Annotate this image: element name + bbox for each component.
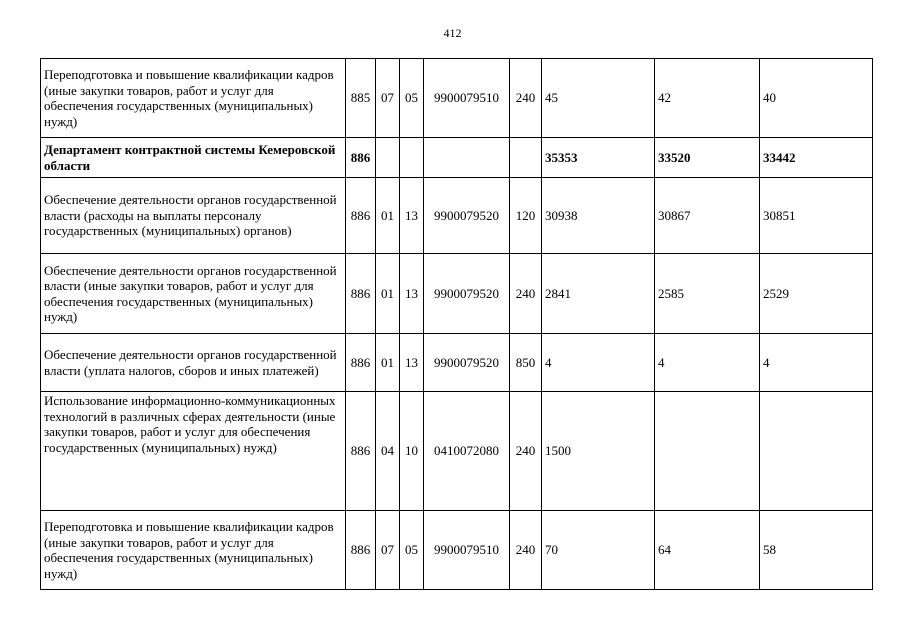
amount-year-3: 4 — [760, 334, 873, 392]
row-name: Переподготовка и повышение квалификации кадров (иные закупки товаров, работ и услуг для обеспечения государственных (муниципальных) нужд) — [41, 511, 346, 590]
subsection-code: 13 — [400, 178, 424, 254]
expense-type-code: 850 — [510, 334, 542, 392]
subsection-code: 10 — [400, 392, 424, 511]
subsection-code: 05 — [400, 59, 424, 138]
target-article-code: 9900079520 — [424, 178, 510, 254]
amount-year-2: 64 — [655, 511, 760, 590]
ved-code: 886 — [346, 178, 376, 254]
section-code — [376, 138, 400, 178]
amount-year-3 — [760, 392, 873, 511]
target-article-code: 9900079520 — [424, 334, 510, 392]
section-code: 04 — [376, 392, 400, 511]
budget-table — [40, 58, 873, 590]
expense-type-code: 240 — [510, 254, 542, 334]
target-article-code: 9900079510 — [424, 511, 510, 590]
amount-year-2: 42 — [655, 59, 760, 138]
row-name: Переподготовка и повышение квалификации кадров (иные закупки товаров, работ и услуг для обеспечения государственных (муниципальных) нужд) — [41, 59, 346, 138]
row-name: Обеспечение деятельности органов государственной власти (уплата налогов, сборов и иных платежей) — [41, 334, 346, 392]
amount-year-1: 35353 — [542, 138, 655, 178]
section-code: 01 — [376, 254, 400, 334]
section-code: 07 — [376, 511, 400, 590]
table-row — [41, 511, 873, 590]
table-row — [41, 138, 873, 178]
amount-year-2: 33520 — [655, 138, 760, 178]
table-row — [41, 334, 873, 392]
ved-code: 886 — [346, 334, 376, 392]
amount-year-2: 2585 — [655, 254, 760, 334]
expense-type-code — [510, 138, 542, 178]
ved-code: 886 — [346, 254, 376, 334]
table-row — [41, 178, 873, 254]
subsection-code: 05 — [400, 511, 424, 590]
ved-code: 886 — [346, 138, 376, 178]
table-row — [41, 254, 873, 334]
amount-year-2: 4 — [655, 334, 760, 392]
target-article-code: 9900079510 — [424, 59, 510, 138]
amount-year-1: 30938 — [542, 178, 655, 254]
amount-year-1: 45 — [542, 59, 655, 138]
section-code: 07 — [376, 59, 400, 138]
row-name: Использование информационно-коммуникационных технологий в различных сферах деятельности (иные закупки товаров, работ и услуг для обеспечения государственных (муниципальных) нужд) — [41, 392, 346, 511]
row-name: Департамент контрактной системы Кемеровской области — [41, 138, 346, 178]
amount-year-3: 33442 — [760, 138, 873, 178]
target-article-code: 9900079520 — [424, 254, 510, 334]
amount-year-1: 1500 — [542, 392, 655, 511]
section-code: 01 — [376, 334, 400, 392]
ved-code: 885 — [346, 59, 376, 138]
page-number: 412 — [443, 26, 462, 40]
amount-year-2: 30867 — [655, 178, 760, 254]
subsection-code: 13 — [400, 254, 424, 334]
amount-year-1: 4 — [542, 334, 655, 392]
table-row — [41, 59, 873, 138]
expense-type-code: 240 — [510, 392, 542, 511]
target-article-code — [424, 138, 510, 178]
table-row — [41, 392, 873, 511]
amount-year-1: 2841 — [542, 254, 655, 334]
amount-year-3: 58 — [760, 511, 873, 590]
subsection-code — [400, 138, 424, 178]
section-code: 01 — [376, 178, 400, 254]
amount-year-3: 2529 — [760, 254, 873, 334]
row-name: Обеспечение деятельности органов государственной власти (расходы на выплаты персоналу государственных (муниципальных) органов) — [41, 178, 346, 254]
ved-code: 886 — [346, 511, 376, 590]
amount-year-3: 30851 — [760, 178, 873, 254]
row-name: Обеспечение деятельности органов государственной власти (иные закупки товаров, работ и услуг для обеспечения государственных (муниципальных) нужд) — [41, 254, 346, 334]
expense-type-code: 240 — [510, 511, 542, 590]
ved-code: 886 — [346, 392, 376, 511]
expense-type-code: 120 — [510, 178, 542, 254]
expense-type-code: 240 — [510, 59, 542, 138]
amount-year-2 — [655, 392, 760, 511]
subsection-code: 13 — [400, 334, 424, 392]
amount-year-3: 40 — [760, 59, 873, 138]
target-article-code: 0410072080 — [424, 392, 510, 511]
amount-year-1: 70 — [542, 511, 655, 590]
